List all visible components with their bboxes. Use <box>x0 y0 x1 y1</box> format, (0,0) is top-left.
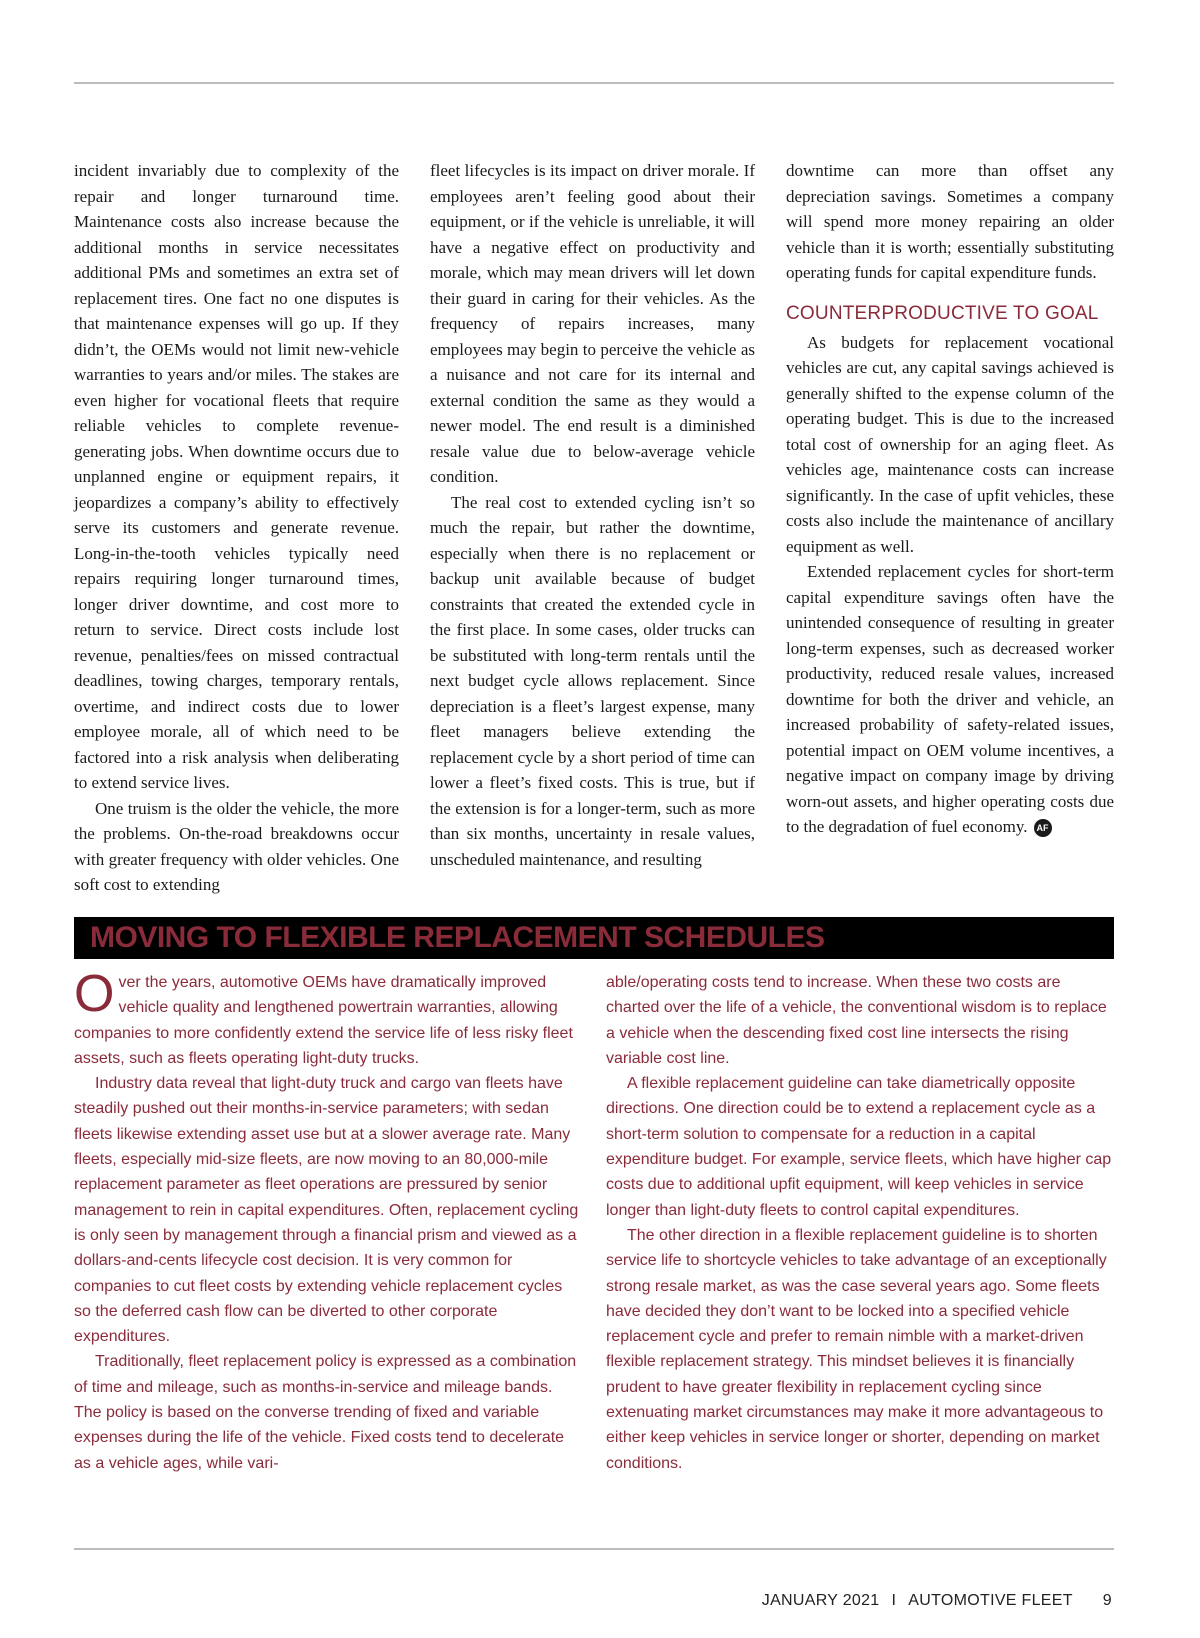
sidebar-paragraph: able/operating costs tend to increase. When these two costs are charted over the life of a vehicle, the conventional wisdom is to replace a vehicle when the descending fixed cost line intersects the rising variable cost line. <box>606 974 1107 1067</box>
af-end-mark-icon: AF <box>1034 819 1052 837</box>
section-subhead: COUNTERPRODUCTIVE TO GOAL <box>786 302 1099 324</box>
sidebar-paragraph-text: ver the years, automotive OEMs have dramatically improved vehicle quality and lengthened powertrain warranties, allowing companies to more confidently extend the service life of less risky fleet assets, such as fleets operating light-duty trucks. <box>74 974 573 1067</box>
drop-cap: O <box>74 965 115 1023</box>
article-paragraph: fleet lifecycles is its impact on driver morale. If employees aren’t feeling good about their equipment, or if the vehicle is unreliable, it will have a negative effect on productivity and morale, which may mean drivers will let down their guard in caring for their vehicles. As the frequency of repairs increases, many employees may begin to perceive the vehicle as a nuisance and not care for its internal and external condition the same as they would a newer model. The end result is a diminished resale value due to below-average vehicle condition. <box>430 161 755 486</box>
article-paragraph <box>786 559 1114 840</box>
bottom-rule <box>74 1548 1114 1550</box>
page-footer <box>762 1592 1112 1610</box>
article-paragraph: As budgets for replacement vocational vehicles are cut, any capital savings achieved is generally shifted to the expense column of the operating budget. This is due to the increased total cost of ownership for an aging fleet. As vehicles age, maintenance costs can increase significantly. In the case of upfit vehicles, these costs also include the maintenance of ancillary equipment as well. <box>786 332 1114 556</box>
article-paragraph: incident invariably due to complexity of the repair and longer turnaround time. Maintenance costs also increase because the additional months in service necessitates additional PMs and sometimes an extra set of replacement tires. One fact no one disputes is that maintenance expenses will go up. If they didn’t, the OEMs would not limit new-vehicle warranties to years and/or miles. The stakes are even higher for vocational fleets that require reliable vehicles to complete revenue-generating jobs. When downtime occurs due to unplanned engine or equipment repairs, it jeopardizes a company’s ability to effectively serve its customers and generate revenue. Long-in-the-tooth vehicles typically need repairs requiring longer turnaround times, longer driver downtime, and cost more to return to service. Direct costs include lost revenue, penalties/fees on missed contractual deadlines, towing charges, temporary rentals, overtime, and indirect costs due to lower employee morale, all of which need to be factored into a risk analysis when deliberating to extend service lives. <box>74 161 399 792</box>
article-column-3 <box>786 158 1114 840</box>
page-number: 9 <box>1102 1592 1112 1609</box>
sidebar-title: MOVING TO FLEXIBLE REPLACEMENT SCHEDULES <box>90 921 825 954</box>
article-column-1 <box>74 158 399 898</box>
footer-separator: I <box>891 1592 897 1609</box>
top-rule <box>74 82 1114 84</box>
article-paragraph: downtime can more than offset any depreciation savings. Sometimes a company will spend more money repairing an older vehicle than it is worth; essentially substituting operating funds for capital expenditure funds. <box>786 161 1114 282</box>
footer-date: JANUARY 2021 <box>761 1592 880 1609</box>
sidebar-paragraph: The other direction in a flexible replacement guideline is to shorten service life to shortcycle vehicles to take advantage of an exceptionally strong resale market, as was the case several years ago. Some fleets have decided they don’t want to be locked into a specified vehicle replacement cycle and prefer to remain nimble with a market-driven flexible replacement strategy. This mindset believes it is financially prudent to have greater flexibility in replacement cycling since extenuating market circumstances may make it more advantageous to either keep vehicles in service longer or shorter, depending on market conditions. <box>606 1226 1107 1472</box>
sidebar-column-2 <box>606 970 1114 1476</box>
article-paragraph: One truism is the older the vehicle, the more the problems. On-the-road breakdowns occur with greater frequency with older vehicles. One soft cost to extending <box>74 798 399 894</box>
sidebar-paragraph: Industry data reveal that light-duty truck and cargo van fleets have steadily pushed out their months-in-service parameters; with sedan fleets likewise extending asset use but at a slower average rate. Many fleets, especially mid-size fleets, are now moving to an 80,000-mile replacement parameter as fleet operations are pressured by senior management to rein in capital expenditures. Often, replacement cycling is only seen by management through a financial prism and viewed as a dollars-and-cents lifecycle cost decision. It is very common for companies to cut fleet costs by extending vehicle replacement cycles so the deferred cash flow can be diverted to other corporate expenditures. <box>74 1075 579 1346</box>
sidebar-paragraph: Traditionally, fleet replacement policy is expressed as a combination of time and mileage, such as months-in-service and mileage bands. The policy is based on the converse trending of fixed and variable expenses during the life of the vehicle. Fixed costs tend to decelerate as a vehicle ages, while vari- <box>74 1353 577 1472</box>
article-paragraph-text: Extended replacement cycles for short-term capital expenditure savings often have the unintended consequence of resulting in greater long-term expenses, such as decreased worker productivity, reduced resale values, increased downtime for both the driver and vehicle, an increased probability of safety-related issues, potential impact on OEM volume incentives, a negative impact on company image by driving worn-out assets, and higher operating costs due to the degradation of fuel economy. <box>786 562 1114 836</box>
article-column-2 <box>430 158 755 872</box>
sidebar-title-banner <box>74 917 1114 959</box>
sidebar-paragraph: A flexible replacement guideline can take diametrically opposite directions. One direction could be to extend a replacement cycle as a short-term solution to compensate for a reduction in a capital expenditure budget. For example, service fleets, which have higher cap costs due to additional upfit equipment, will keep vehicles in service longer than light-duty fleets to control capital expenditures. <box>606 1075 1112 1219</box>
sidebar-column-1 <box>74 965 579 1476</box>
sidebar-paragraph <box>74 965 579 1071</box>
article-paragraph: The real cost to extended cycling isn’t so much the repair, but rather the downtime, especially when there is no replacement or backup unit available because of budget constraints that created the extended cycle in the first place. In some cases, older trucks can be substituted with long-term rentals until the next budget cycle allows replacement. Since depreciation is a fleet’s largest expense, many fleet managers believe extending the replacement cycle by a short period of time can lower a fleet’s fixed costs. This is true, but if the extension is for a longer-term, such as more than six months, uncertainty in resale values, unscheduled maintenance, and resulting <box>430 492 755 869</box>
footer-publication: AUTOMOTIVE FLEET <box>908 1592 1073 1609</box>
